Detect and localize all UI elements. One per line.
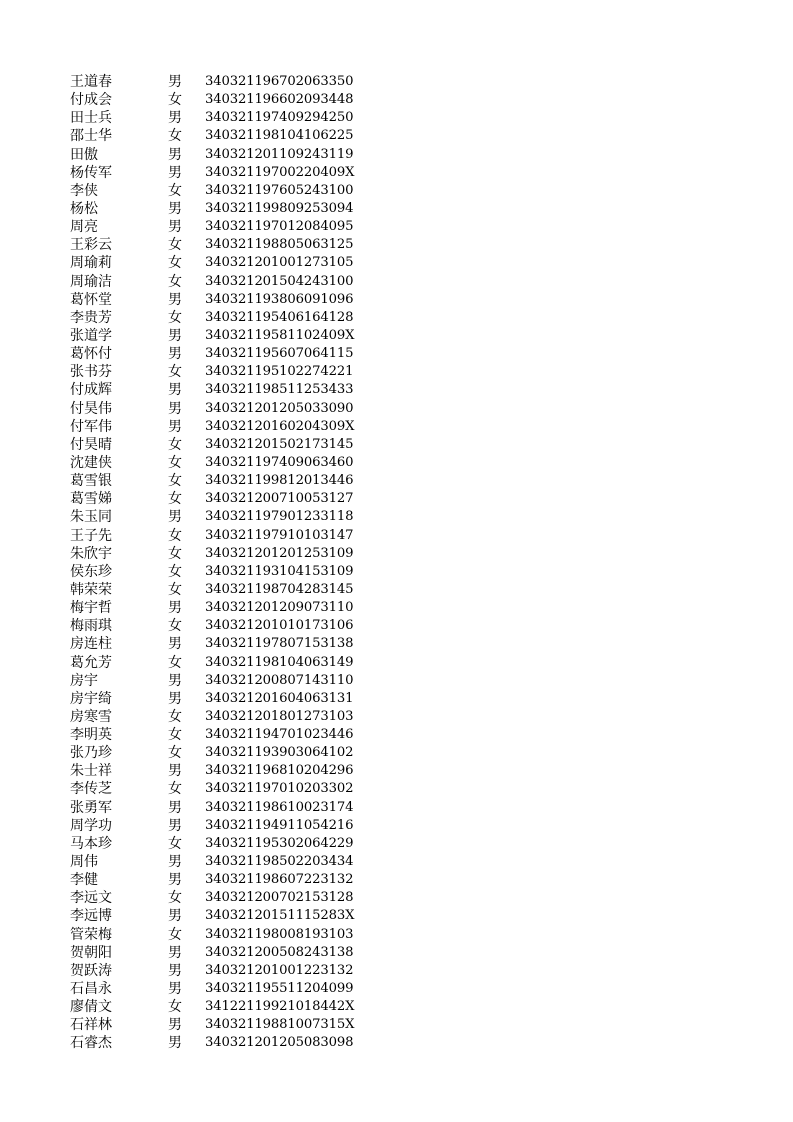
name-cell: 廖倩文 xyxy=(70,999,112,1016)
id-number-cell: 340321201205033090 xyxy=(205,400,354,416)
name-cell: 房寒雪 xyxy=(70,708,112,725)
gender-cell: 女 xyxy=(168,273,182,290)
name-cell: 李远文 xyxy=(70,890,112,907)
id-number-cell: 340321201209073110 xyxy=(205,600,354,616)
gender-cell: 男 xyxy=(168,346,182,363)
name-cell: 侯东珍 xyxy=(70,563,112,580)
gender-cell: 男 xyxy=(168,962,182,979)
name-cell: 杨传军 xyxy=(70,164,112,181)
gender-cell: 男 xyxy=(168,944,182,961)
id-number-cell: 34032120151115283X xyxy=(205,908,355,924)
gender-cell: 女 xyxy=(168,890,182,907)
gender-cell: 男 xyxy=(168,164,182,181)
id-number-cell: 340321200807143110 xyxy=(205,672,354,688)
gender-cell: 男 xyxy=(168,872,182,889)
table-row xyxy=(70,381,370,399)
gender-cell: 女 xyxy=(168,237,182,254)
id-number-cell: 340321197409063460 xyxy=(205,454,354,470)
table-row xyxy=(70,127,370,145)
table-row xyxy=(70,726,370,744)
gender-cell: 男 xyxy=(168,908,182,925)
name-cell: 付成会 xyxy=(70,92,112,109)
name-cell: 梅宇哲 xyxy=(70,600,112,617)
id-number-cell: 340321197807153138 xyxy=(205,636,354,652)
name-cell: 李传芝 xyxy=(70,781,112,798)
name-cell: 李远博 xyxy=(70,908,112,925)
table-row xyxy=(70,799,370,817)
gender-cell: 男 xyxy=(168,817,182,834)
table-row xyxy=(70,654,370,672)
id-number-cell: 340321197605243100 xyxy=(205,182,354,198)
id-number-cell: 340321193903064102 xyxy=(205,745,354,761)
table-row xyxy=(70,944,370,962)
id-number-cell: 340321201801273103 xyxy=(205,708,354,724)
id-number-cell: 340321201010173106 xyxy=(205,618,354,634)
id-number-cell: 340321200710053127 xyxy=(205,491,354,507)
table-row xyxy=(70,599,370,617)
table-row xyxy=(70,672,370,690)
gender-cell: 女 xyxy=(168,436,182,453)
name-cell: 朱玉同 xyxy=(70,509,112,526)
name-cell: 王子先 xyxy=(70,527,112,544)
id-number-cell: 340321194701023446 xyxy=(205,727,354,743)
name-cell: 付昊伟 xyxy=(70,400,112,417)
gender-cell: 女 xyxy=(168,781,182,798)
gender-cell: 男 xyxy=(168,110,182,127)
id-number-cell: 340321198104106225 xyxy=(205,128,354,144)
gender-cell: 男 xyxy=(168,327,182,344)
id-number-cell: 340321201604063131 xyxy=(205,690,354,706)
gender-cell: 男 xyxy=(168,636,182,653)
table-row xyxy=(70,508,370,526)
id-number-cell: 340321195406164128 xyxy=(205,309,354,325)
table-row xyxy=(70,962,370,980)
name-cell: 石昌永 xyxy=(70,981,112,998)
gender-cell: 女 xyxy=(168,618,182,635)
id-number-cell: 340321200508243138 xyxy=(205,944,354,960)
id-number-cell: 340321198008193103 xyxy=(205,926,354,942)
table-row xyxy=(70,835,370,853)
name-cell: 房宇 xyxy=(70,672,98,689)
gender-cell: 男 xyxy=(168,981,182,998)
name-cell: 王道春 xyxy=(70,74,112,90)
table-row xyxy=(70,254,370,272)
name-cell: 朱欣宇 xyxy=(70,545,112,562)
gender-cell: 男 xyxy=(168,763,182,780)
gender-cell: 女 xyxy=(168,563,182,580)
name-cell: 葛雪娣 xyxy=(70,491,112,508)
name-cell: 张书芬 xyxy=(70,364,112,381)
table-row xyxy=(70,200,370,218)
id-number-cell: 340321201502173145 xyxy=(205,436,354,452)
gender-cell: 男 xyxy=(168,219,182,236)
table-row xyxy=(70,907,370,925)
gender-cell: 女 xyxy=(168,454,182,471)
gender-cell: 女 xyxy=(168,255,182,272)
table-row xyxy=(70,762,370,780)
name-cell: 马本珍 xyxy=(70,835,112,852)
name-cell: 石睿杰 xyxy=(70,1035,112,1052)
table-row xyxy=(70,164,370,182)
name-cell: 付昊晴 xyxy=(70,436,112,453)
table-row xyxy=(70,980,370,998)
id-number-cell: 340321198610023174 xyxy=(205,799,354,815)
table-row xyxy=(70,527,370,545)
name-cell: 李明英 xyxy=(70,727,112,744)
name-cell: 杨松 xyxy=(70,200,98,217)
name-cell: 韩荣荣 xyxy=(70,581,112,598)
id-number-cell: 340321198805063125 xyxy=(205,237,354,253)
id-number-cell: 340321198502203434 xyxy=(205,854,354,870)
gender-cell: 女 xyxy=(168,527,182,544)
id-number-cell: 340321199812013446 xyxy=(205,473,354,489)
gender-cell: 女 xyxy=(168,999,182,1016)
id-number-cell: 340321197010203302 xyxy=(205,781,354,797)
gender-cell: 女 xyxy=(168,364,182,381)
table-row xyxy=(70,309,370,327)
table-row xyxy=(70,926,370,944)
table-row xyxy=(70,472,370,490)
id-number-cell: 340321200702153128 xyxy=(205,890,354,906)
gender-cell: 女 xyxy=(168,92,182,109)
table-row xyxy=(70,273,370,291)
gender-cell: 女 xyxy=(168,473,182,490)
gender-cell: 男 xyxy=(168,690,182,707)
gender-cell: 男 xyxy=(168,1017,182,1034)
table-row xyxy=(70,871,370,889)
id-number-cell: 340321197910103147 xyxy=(205,527,354,543)
gender-cell: 男 xyxy=(168,382,182,399)
roster-table xyxy=(70,73,370,1053)
table-row xyxy=(70,291,370,309)
id-number-cell: 340321201001223132 xyxy=(205,962,354,978)
id-number-cell: 340321194911054216 xyxy=(205,817,354,833)
gender-cell: 女 xyxy=(168,745,182,762)
name-cell: 李侠 xyxy=(70,182,98,199)
name-cell: 周瑜莉 xyxy=(70,255,112,272)
id-number-cell: 340321195302064229 xyxy=(205,835,354,851)
gender-cell: 男 xyxy=(168,1035,182,1052)
name-cell: 李健 xyxy=(70,872,98,889)
gender-cell: 男 xyxy=(168,400,182,417)
name-cell: 周亮 xyxy=(70,219,98,236)
name-cell: 贺朝阳 xyxy=(70,944,112,961)
name-cell: 葛雪银 xyxy=(70,473,112,490)
name-cell: 石祥林 xyxy=(70,1017,112,1034)
id-number-cell: 340321195102274221 xyxy=(205,364,354,380)
id-number-cell: 34032119881007315X xyxy=(205,1017,355,1033)
name-cell: 周伟 xyxy=(70,854,98,871)
table-row xyxy=(70,91,370,109)
name-cell: 张道学 xyxy=(70,327,112,344)
gender-cell: 男 xyxy=(168,200,182,217)
gender-cell: 男 xyxy=(168,146,182,163)
name-cell: 周学功 xyxy=(70,817,112,834)
gender-cell: 男 xyxy=(168,418,182,435)
id-number-cell: 340321198511253433 xyxy=(205,382,354,398)
name-cell: 贺跃涛 xyxy=(70,962,112,979)
id-number-cell: 340321195511204099 xyxy=(205,981,354,997)
id-number-cell: 34032120160204309X xyxy=(205,418,355,434)
gender-cell: 男 xyxy=(168,854,182,871)
name-cell: 付军伟 xyxy=(70,418,112,435)
name-cell: 付成辉 xyxy=(70,382,112,399)
gender-cell: 男 xyxy=(168,509,182,526)
name-cell: 朱士祥 xyxy=(70,763,112,780)
table-row xyxy=(70,853,370,871)
id-number-cell: 340321196702063350 xyxy=(205,74,354,89)
id-number-cell: 340321198704283145 xyxy=(205,581,354,597)
id-number-cell: 340321193806091096 xyxy=(205,291,354,307)
table-row xyxy=(70,889,370,907)
id-number-cell: 340321201001273105 xyxy=(205,255,354,271)
table-row xyxy=(70,454,370,472)
id-number-cell: 34122119921018442X xyxy=(205,999,355,1015)
table-row xyxy=(70,109,370,127)
id-number-cell: 340321201109243119 xyxy=(205,146,354,162)
id-number-cell: 340321201205083098 xyxy=(205,1035,354,1051)
gender-cell: 女 xyxy=(168,581,182,598)
table-row xyxy=(70,1034,370,1052)
table-row xyxy=(70,744,370,762)
table-row xyxy=(70,146,370,164)
table-row xyxy=(70,182,370,200)
name-cell: 邵士华 xyxy=(70,128,112,145)
id-number-cell: 340321197409294250 xyxy=(205,110,354,126)
name-cell: 沈建侠 xyxy=(70,454,112,471)
name-cell: 田士兵 xyxy=(70,110,112,127)
id-number-cell: 340321201504243100 xyxy=(205,273,354,289)
id-number-cell: 340321199809253094 xyxy=(205,200,354,216)
gender-cell: 男 xyxy=(168,799,182,816)
gender-cell: 男 xyxy=(168,74,182,90)
name-cell: 管荣梅 xyxy=(70,926,112,943)
gender-cell: 女 xyxy=(168,926,182,943)
gender-cell: 女 xyxy=(168,545,182,562)
gender-cell: 女 xyxy=(168,654,182,671)
table-row xyxy=(70,418,370,436)
name-cell: 葛怀付 xyxy=(70,346,112,363)
name-cell: 葛允芳 xyxy=(70,654,112,671)
table-row xyxy=(70,363,370,381)
name-cell: 葛怀堂 xyxy=(70,291,112,308)
id-number-cell: 340321197012084095 xyxy=(205,219,354,235)
id-number-cell: 340321196810204296 xyxy=(205,763,354,779)
table-row xyxy=(70,236,370,254)
table-row xyxy=(70,690,370,708)
table-row xyxy=(70,780,370,798)
table-row xyxy=(70,817,370,835)
table-row xyxy=(70,998,370,1016)
name-cell: 张勇军 xyxy=(70,799,112,816)
gender-cell: 女 xyxy=(168,835,182,852)
id-number-cell: 340321193104153109 xyxy=(205,563,354,579)
gender-cell: 男 xyxy=(168,672,182,689)
gender-cell: 男 xyxy=(168,291,182,308)
name-cell: 张乃珍 xyxy=(70,745,112,762)
id-number-cell: 34032119581102409X xyxy=(205,327,355,343)
id-number-cell: 340321198607223132 xyxy=(205,872,354,888)
gender-cell: 女 xyxy=(168,491,182,508)
id-number-cell: 340321201201253109 xyxy=(205,545,354,561)
name-cell: 李贵芳 xyxy=(70,309,112,326)
id-number-cell: 340321197901233118 xyxy=(205,509,354,525)
id-number-cell: 340321195607064115 xyxy=(205,346,354,362)
table-row xyxy=(70,563,370,581)
table-row xyxy=(70,1016,370,1034)
name-cell: 王彩云 xyxy=(70,237,112,254)
id-number-cell: 340321198104063149 xyxy=(205,654,354,670)
name-cell: 周瑜洁 xyxy=(70,273,112,290)
table-row xyxy=(70,708,370,726)
table-row xyxy=(70,617,370,635)
table-row xyxy=(70,436,370,454)
table-row xyxy=(70,73,370,91)
gender-cell: 男 xyxy=(168,600,182,617)
gender-cell: 女 xyxy=(168,727,182,744)
table-row xyxy=(70,545,370,563)
id-number-cell: 340321196602093448 xyxy=(205,92,354,108)
gender-cell: 女 xyxy=(168,128,182,145)
name-cell: 房连柱 xyxy=(70,636,112,653)
gender-cell: 女 xyxy=(168,708,182,725)
table-row xyxy=(70,345,370,363)
table-row xyxy=(70,400,370,418)
name-cell: 房宇绮 xyxy=(70,690,112,707)
table-row xyxy=(70,218,370,236)
table-row xyxy=(70,490,370,508)
id-number-cell: 34032119700220409X xyxy=(205,164,355,180)
gender-cell: 女 xyxy=(168,182,182,199)
table-row xyxy=(70,581,370,599)
name-cell: 梅雨琪 xyxy=(70,618,112,635)
name-cell: 田傲 xyxy=(70,146,98,163)
gender-cell: 女 xyxy=(168,309,182,326)
table-row xyxy=(70,327,370,345)
table-row xyxy=(70,635,370,653)
